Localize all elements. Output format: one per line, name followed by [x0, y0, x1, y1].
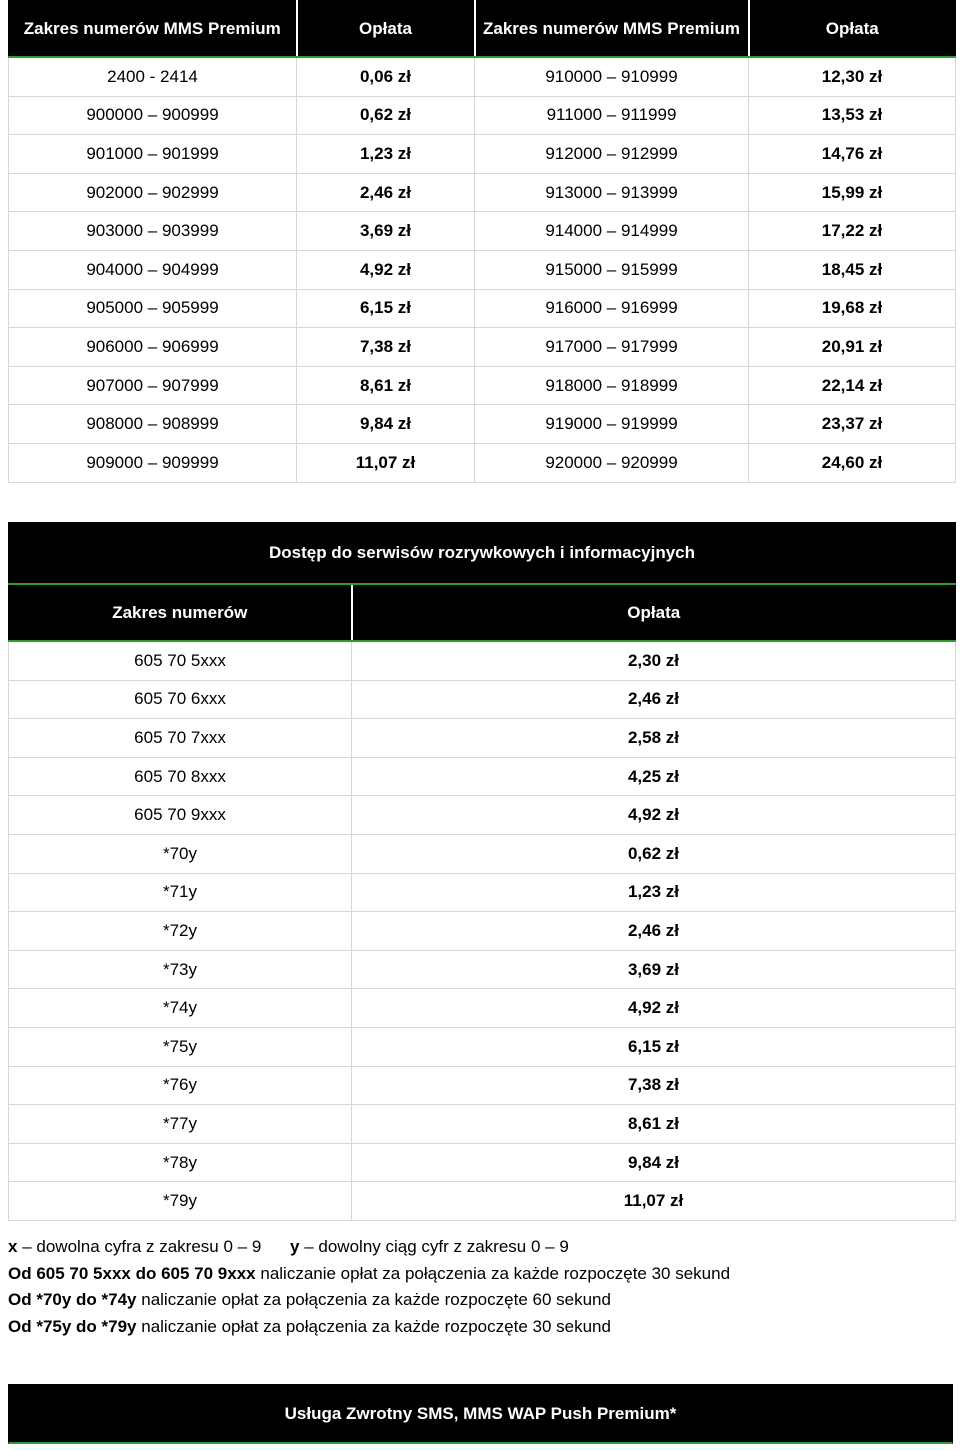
notes-x-term: x [8, 1237, 18, 1256]
price-cell: 7,38 zł [352, 1066, 956, 1105]
number-range-cell: *75y [9, 1027, 352, 1066]
table-row [9, 250, 956, 289]
number-range-cell: 605 70 7xxx [9, 719, 352, 758]
table-row [9, 57, 956, 96]
number-range-cell: 903000 – 903999 [9, 212, 297, 251]
table-row [9, 1027, 956, 1066]
number-range-cell: *79y [9, 1182, 352, 1221]
table-row [9, 1105, 956, 1144]
price-cell: 2,46 zł [352, 680, 956, 719]
number-range-cell: *77y [9, 1105, 352, 1144]
table-row [9, 719, 956, 758]
price-cell: 2,30 zł [352, 641, 956, 680]
number-range-cell: 901000 – 901999 [9, 135, 297, 174]
price-cell: 6,15 zł [352, 1027, 956, 1066]
price-cell: 8,61 zł [352, 1105, 956, 1144]
price-cell: 12,30 zł [749, 57, 956, 96]
table-row [9, 641, 956, 680]
price-cell: 13,53 zł [749, 96, 956, 135]
number-range-cell: *72y [9, 912, 352, 951]
number-range-cell: 909000 – 909999 [9, 443, 297, 482]
number-range-cell: 905000 – 905999 [9, 289, 297, 328]
table-row [9, 96, 956, 135]
table-row [9, 950, 956, 989]
number-range-cell: *78y [9, 1143, 352, 1182]
services-table-title: Dostęp do serwisów rozrywkowych i informacyjnych [9, 523, 956, 585]
number-range-cell: *73y [9, 950, 352, 989]
notes-line [8, 1261, 948, 1288]
table-row [9, 289, 956, 328]
price-cell: 19,68 zł [749, 289, 956, 328]
table-row [9, 834, 956, 873]
price-cell: 8,61 zł [297, 366, 475, 405]
number-range-cell: 907000 – 907999 [9, 366, 297, 405]
mms-table-header-row [9, 1, 956, 58]
price-cell: 2,46 zł [297, 173, 475, 212]
price-cell: 4,92 zł [352, 989, 956, 1028]
services-table [8, 522, 956, 1221]
number-range-cell: 904000 – 904999 [9, 250, 297, 289]
number-range-cell: *71y [9, 873, 352, 912]
services-table-header-cell: Opłata [352, 584, 956, 641]
number-range-cell: 916000 – 916999 [475, 289, 749, 328]
number-range-cell: 2400 - 2414 [9, 57, 297, 96]
price-cell: 24,60 zł [749, 443, 956, 482]
table-row [9, 912, 956, 951]
notes [8, 1234, 948, 1341]
price-cell: 22,14 zł [749, 366, 956, 405]
notes-y-term: y [290, 1237, 300, 1256]
number-range-cell: 902000 – 902999 [9, 173, 297, 212]
number-range-cell: *76y [9, 1066, 352, 1105]
number-range-cell: 900000 – 900999 [9, 96, 297, 135]
number-range-cell: *74y [9, 989, 352, 1028]
table-row [9, 173, 956, 212]
table-row [9, 212, 956, 251]
price-cell: 11,07 zł [352, 1182, 956, 1221]
number-range-cell: 914000 – 914999 [475, 212, 749, 251]
table-row [9, 328, 956, 367]
price-cell: 15,99 zł [749, 173, 956, 212]
number-range-cell: 605 70 6xxx [9, 680, 352, 719]
price-cell: 20,91 zł [749, 328, 956, 367]
table-row [9, 135, 956, 174]
price-cell: 7,38 zł [297, 328, 475, 367]
price-cell: 0,62 zł [352, 834, 956, 873]
price-cell: 3,69 zł [297, 212, 475, 251]
price-cell: 14,76 zł [749, 135, 956, 174]
services-table-header-cell: Zakres numerów [9, 584, 352, 641]
number-range-cell: 906000 – 906999 [9, 328, 297, 367]
price-cell: 0,06 zł [297, 57, 475, 96]
table-row [9, 443, 956, 482]
price-cell: 9,84 zł [352, 1143, 956, 1182]
mms-table-header-cell: Opłata [749, 1, 956, 58]
number-range-cell: 605 70 5xxx [9, 641, 352, 680]
price-cell: 1,23 zł [297, 135, 475, 174]
table-row [9, 1182, 956, 1221]
notes-x-desc: – dowolna cyfra z zakresu 0 – 9 [22, 1237, 262, 1256]
table-row [9, 873, 956, 912]
number-range-cell: 917000 – 917999 [475, 328, 749, 367]
table-row [9, 1143, 956, 1182]
price-cell: 11,07 zł [297, 443, 475, 482]
price-cell: 6,15 zł [297, 289, 475, 328]
mms-table-header-cell: Zakres numerów MMS Premium [475, 1, 749, 58]
number-range-cell: 912000 – 912999 [475, 135, 749, 174]
price-cell: 4,92 zł [352, 796, 956, 835]
number-range-cell: *70y [9, 834, 352, 873]
table-row [9, 1066, 956, 1105]
mms-table-header-cell: Opłata [297, 1, 475, 58]
services-table-header-row [9, 584, 956, 641]
notes-y-desc: – dowolny ciąg cyfr z zakresu 0 – 9 [304, 1237, 569, 1256]
table-row [9, 796, 956, 835]
notes-line-desc: naliczanie opłat za połączenia za każde rozpoczęte 60 sekund [141, 1290, 611, 1310]
notes-line-desc: naliczanie opłat za połączenia za każde rozpoczęte 30 sekund [260, 1263, 731, 1283]
price-cell: 18,45 zł [749, 250, 956, 289]
number-range-cell: 918000 – 918999 [475, 366, 749, 405]
notes-line [8, 1287, 948, 1314]
table-row [9, 757, 956, 796]
price-cell: 1,23 zł [352, 873, 956, 912]
number-range-cell: 920000 – 920999 [475, 443, 749, 482]
number-range-cell: 919000 – 919999 [475, 405, 749, 444]
notes-line-desc: naliczanie opłat za połączenia za każde rozpoczęte 30 sekund [141, 1317, 611, 1337]
number-range-cell: 911000 – 911999 [475, 96, 749, 135]
price-cell: 4,25 zł [352, 757, 956, 796]
table-row [9, 989, 956, 1028]
table-row [9, 366, 956, 405]
notes-legend [8, 1234, 948, 1261]
table-row [9, 405, 956, 444]
price-cell: 17,22 zł [749, 212, 956, 251]
table-row [9, 680, 956, 719]
number-range-cell: 915000 – 915999 [475, 250, 749, 289]
price-cell: 3,69 zł [352, 950, 956, 989]
mms-premium-table [8, 0, 956, 483]
number-range-cell: 605 70 8xxx [9, 757, 352, 796]
number-range-cell: 910000 – 910999 [475, 57, 749, 96]
price-cell: 9,84 zł [297, 405, 475, 444]
price-cell: 23,37 zł [749, 405, 956, 444]
notes-line-term: Od *70y do *74y [8, 1290, 137, 1310]
mms-table-header-cell: Zakres numerów MMS Premium [9, 1, 297, 58]
number-range-cell: 913000 – 913999 [475, 173, 749, 212]
price-cell: 0,62 zł [297, 96, 475, 135]
price-cell: 4,92 zł [297, 250, 475, 289]
notes-line-term: Od *75y do *79y [8, 1317, 137, 1337]
notes-line [8, 1314, 948, 1341]
number-range-cell: 605 70 9xxx [9, 796, 352, 835]
price-cell: 2,58 zł [352, 719, 956, 758]
number-range-cell: 908000 – 908999 [9, 405, 297, 444]
footer-title: Usługa Zwrotny SMS, MMS WAP Push Premium* [8, 1384, 953, 1444]
notes-line-term: Od 605 70 5xxx do 605 70 9xxx [8, 1263, 256, 1283]
price-cell: 2,46 zł [352, 912, 956, 951]
